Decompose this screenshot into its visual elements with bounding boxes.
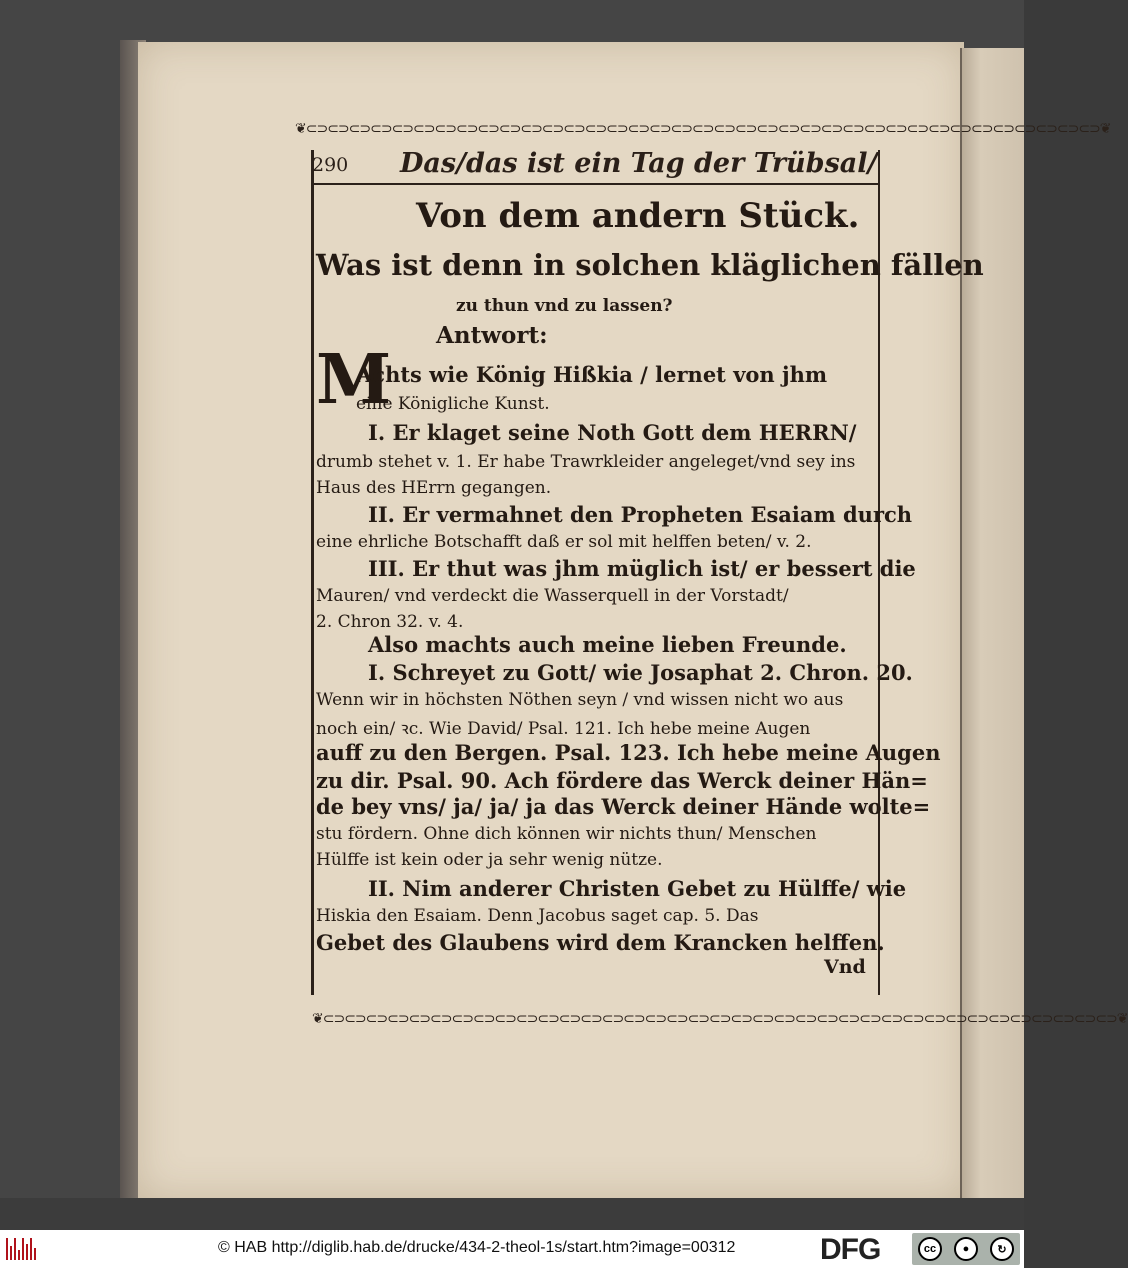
text-line: III. Er thut was jhm müglich ist/ er bessert die — [368, 556, 916, 581]
header-rule — [311, 183, 880, 185]
text-line: Wenn wir in höchsten Nöthen seyn / vnd wissen nicht wo aus — [316, 690, 844, 710]
text-line: Hiskia den Esaiam. Denn Jacobus saget cap. 5. Das — [316, 906, 759, 926]
text-line: eine Königliche Kunst. — [356, 394, 550, 414]
text-line: I. Schreyet zu Gott/ wie Josaphat 2. Chron. 20. — [368, 660, 913, 685]
drop-cap: M — [316, 340, 392, 420]
question-heading: Was ist denn in solchen kläglichen fällen — [316, 248, 984, 282]
text-line: Also machts auch meine lieben Freunde. — [368, 632, 847, 657]
footer-credit-link[interactable]: © HAB http://diglib.hab.de/drucke/434-2-theol-1s/start.htm?image=00312 — [218, 1239, 736, 1256]
license-badge[interactable] — [912, 1233, 1020, 1265]
sa-icon: ↻ — [990, 1237, 1014, 1261]
text-line: drumb stehet v. 1. Er habe Trawrkleider angeleget/vnd sey ins — [316, 452, 856, 472]
dfg-logo[interactable]: DFG — [820, 1233, 881, 1266]
catchword: Vnd — [824, 956, 866, 978]
text-line: II. Er vermahnet den Propheten Esaiam durch — [368, 502, 913, 527]
page-number: 290 — [312, 154, 349, 176]
ornamental-border-bottom — [312, 1010, 1128, 1028]
frame-rule-left — [311, 150, 314, 995]
text-line: zu dir. Psal. 90. Ach fördere das Werck deiner Hän= — [316, 768, 928, 793]
text-line: Hülffe ist kein oder ja sehr wenig nütze. — [316, 850, 663, 870]
section-title: Von dem andern Stück. — [416, 196, 860, 236]
text-line: I. Er klaget seine Noth Gott dem HERRN/ — [368, 420, 857, 445]
text-line: Mauren/ vnd verdeckt die Wasserquell in der Vorstadt/ — [316, 586, 789, 606]
running-header — [300, 146, 880, 182]
running-title: Das/das ist ein Tag der Trübsal/ — [400, 148, 878, 179]
text-line: 2. Chron 32. v. 4. — [316, 612, 464, 632]
by-icon: ● — [954, 1237, 978, 1261]
text-line: auff zu den Bergen. Psal. 123. Ich hebe meine Augen — [316, 740, 941, 765]
text-line: II. Nim anderer Christen Gebet zu Hülffe/ wie — [368, 876, 907, 901]
text-line: stu fördern. Ohne dich können wir nichts thun/ Menschen — [316, 824, 817, 844]
viewer-footer — [0, 1230, 1024, 1268]
ornament-icon: ❦⊂⊃⊂⊃⊂⊃⊂⊃⊂⊃⊂⊃⊂⊃⊂⊃⊂⊃⊂⊃⊂⊃⊂⊃⊂⊃⊂⊃⊂⊃⊂⊃⊂⊃⊂⊃⊂⊃⊂⊃⊂⊃⊂⊃⊂⊃⊂⊃⊂⊃⊂⊃⊂⊃⊂⊃⊂⊃⊂⊃⊂⊃⊂⊃⊂⊃⊂⊃⊂⊃⊂⊃⊂⊃❦ — [312, 1011, 1128, 1027]
ornamental-border-top — [295, 120, 1111, 138]
text-line: Achts wie König Hißkia / lernet von jhm — [356, 362, 828, 387]
text-line: Gebet des Glaubens wird dem Krancken helffen. — [316, 930, 885, 955]
ornament-icon: ❦⊂⊃⊂⊃⊂⊃⊂⊃⊂⊃⊂⊃⊂⊃⊂⊃⊂⊃⊂⊃⊂⊃⊂⊃⊂⊃⊂⊃⊂⊃⊂⊃⊂⊃⊂⊃⊂⊃⊂⊃⊂⊃⊂⊃⊂⊃⊂⊃⊂⊃⊂⊃⊂⊃⊂⊃⊂⊃⊂⊃⊂⊃⊂⊃⊂⊃⊂⊃⊂⊃⊂⊃⊂⊃❦ — [295, 121, 1111, 137]
scan-bottom-margin — [0, 1198, 1024, 1230]
text-line: Haus des HErrn gegangen. — [316, 478, 552, 498]
cc-icon: cc — [918, 1237, 942, 1261]
text-line: noch ein/ ꝛc. Wie David/ Psal. 121. Ich hebe meine Augen — [316, 719, 811, 739]
hab-logo-icon[interactable] — [6, 1238, 40, 1260]
answer-label: Antwort: — [436, 322, 548, 349]
question-heading-cont: zu thun vnd zu lassen? — [456, 296, 673, 316]
text-line: eine ehrliche Botschafft daß er sol mit helffen beten/ v. 2. — [316, 532, 812, 552]
text-line: de bey vns/ ja/ ja/ ja das Werck deiner Hände wolte= — [316, 794, 931, 819]
